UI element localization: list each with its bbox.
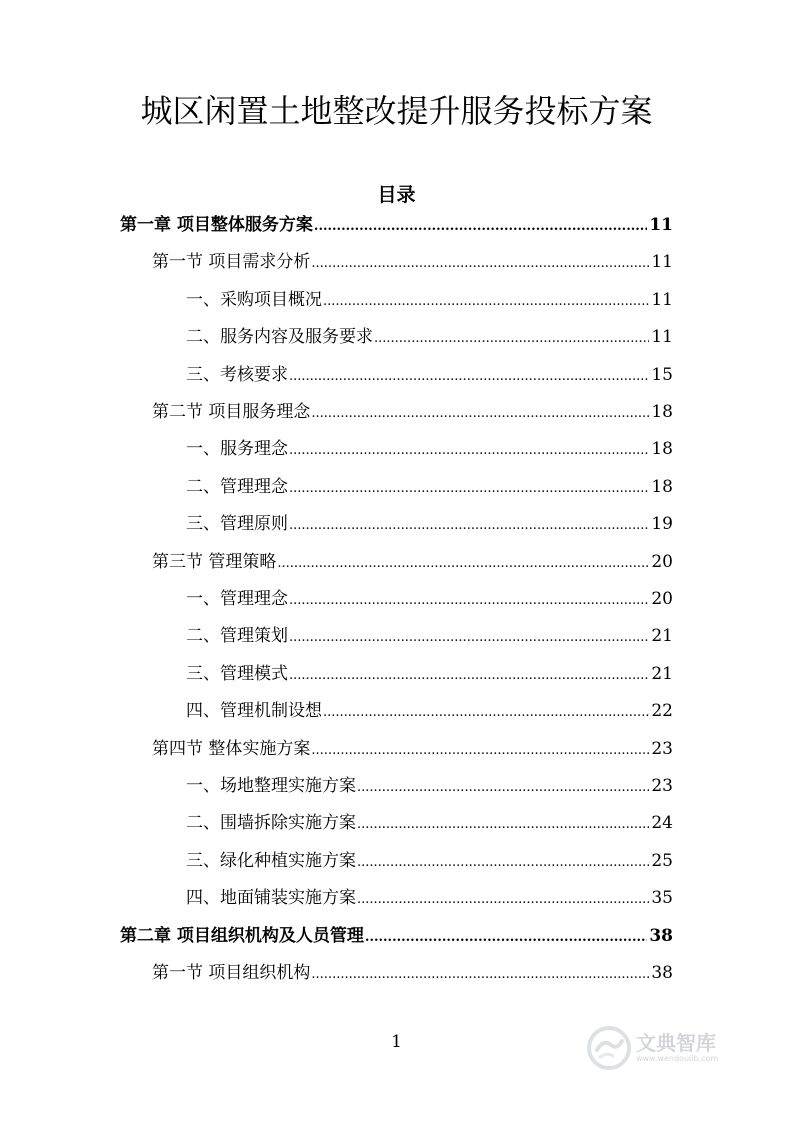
toc-leader-dots bbox=[357, 813, 649, 837]
toc-entry-page: 20 bbox=[651, 551, 673, 572]
toc-entry-label: 二、围墙拆除实施方案 bbox=[186, 813, 356, 834]
toc-entry-page: 18 bbox=[651, 402, 673, 422]
toc-leader-dots bbox=[357, 888, 649, 912]
toc-subsection-entry[interactable] bbox=[186, 325, 673, 351]
toc-entry-page: 24 bbox=[651, 813, 673, 834]
toc-entry-page: 21 bbox=[651, 663, 673, 684]
page-number: 1 bbox=[391, 1032, 402, 1052]
toc-entry-label: 四、地面铺装实施方案 bbox=[186, 888, 356, 909]
toc-entry-page: 23 bbox=[651, 776, 673, 796]
watermark-text: 文典智库 bbox=[636, 1031, 716, 1055]
toc-subsection-entry[interactable] bbox=[186, 475, 673, 501]
toc-section-entry[interactable] bbox=[152, 250, 673, 276]
toc-entry-page: 18 bbox=[651, 439, 673, 460]
toc-section-entry[interactable] bbox=[152, 737, 673, 763]
toc-leader-dots bbox=[289, 477, 649, 501]
toc-chapter-entry[interactable] bbox=[120, 213, 673, 239]
toc-leader-dots bbox=[311, 739, 649, 763]
toc-entry-page: 25 bbox=[651, 850, 673, 871]
toc-entry-page: 23 bbox=[651, 738, 673, 759]
toc-chapter-entry[interactable] bbox=[120, 924, 673, 950]
toc-entry-label: 一、管理理念 bbox=[186, 589, 288, 609]
toc-entry-page: 38 bbox=[651, 963, 673, 983]
toc-leader-dots bbox=[374, 327, 649, 351]
toc-entry-label: 第三节 管理策略 bbox=[152, 551, 277, 572]
toc-entry-page: 11 bbox=[651, 252, 673, 273]
toc-leader-dots bbox=[311, 963, 649, 987]
toc-subsection-entry[interactable] bbox=[186, 774, 673, 800]
toc-leader-dots bbox=[357, 851, 649, 875]
toc-leader-dots bbox=[289, 439, 649, 463]
toc-entry-page: 22 bbox=[651, 701, 673, 722]
toc-subsection-entry[interactable] bbox=[186, 363, 673, 389]
toc-leader-dots bbox=[277, 552, 649, 576]
wendian-logo-icon bbox=[586, 1025, 632, 1071]
document-title: 城区闲置土地整改提升服务投标方案 bbox=[140, 92, 653, 130]
toc-entry-label: 第一章 项目整体服务方案 bbox=[120, 215, 313, 235]
toc-entry-page: 38 bbox=[649, 925, 673, 946]
toc-entry-label: 一、场地整理实施方案 bbox=[186, 776, 356, 796]
toc-entry-label: 三、管理原则 bbox=[186, 514, 288, 535]
toc-entry-label: 一、采购项目概况 bbox=[186, 289, 322, 310]
toc-subsection-entry[interactable] bbox=[186, 811, 673, 837]
watermark-url: www.wendoulib.com bbox=[636, 1054, 719, 1063]
toc-subsection-entry[interactable] bbox=[186, 512, 673, 538]
toc-leader-dots bbox=[289, 589, 649, 613]
toc-entry-label: 二、管理策划 bbox=[186, 626, 288, 647]
toc-heading: 目录 bbox=[377, 184, 416, 206]
toc-subsection-entry[interactable] bbox=[186, 437, 673, 463]
toc-leader-dots bbox=[323, 701, 649, 725]
toc-subsection-entry[interactable] bbox=[186, 849, 673, 875]
toc-subsection-entry[interactable] bbox=[186, 624, 673, 650]
toc-leader-dots bbox=[323, 290, 649, 314]
toc-leader-dots bbox=[289, 514, 649, 538]
toc-entry-label: 第一节 项目需求分析 bbox=[152, 252, 311, 273]
toc-entry-label: 第二章 项目组织机构及人员管理 bbox=[120, 925, 364, 946]
toc-leader-dots bbox=[311, 252, 649, 276]
toc-subsection-entry[interactable] bbox=[186, 699, 673, 725]
toc-entry-label: 四、管理机制设想 bbox=[186, 701, 322, 722]
toc-entry-label: 一、服务理念 bbox=[186, 439, 288, 460]
toc-leader-dots bbox=[365, 926, 647, 950]
toc-entry-page: 35 bbox=[651, 888, 673, 909]
watermark bbox=[586, 1022, 756, 1074]
toc-entry-label: 第二节 项目服务理念 bbox=[152, 402, 311, 422]
toc-leader-dots bbox=[357, 776, 649, 800]
toc-subsection-entry[interactable] bbox=[186, 288, 673, 314]
toc-leader-dots bbox=[314, 215, 647, 239]
toc-entry-page: 11 bbox=[649, 215, 673, 235]
toc-entry-label: 三、绿化种植实施方案 bbox=[186, 850, 356, 871]
toc-leader-dots bbox=[289, 365, 649, 389]
toc-entry-label: 三、管理模式 bbox=[186, 663, 288, 684]
toc-section-entry[interactable] bbox=[152, 550, 673, 576]
toc-entry-page: 19 bbox=[651, 514, 673, 535]
toc-entry-page: 18 bbox=[651, 476, 673, 497]
toc-subsection-entry[interactable] bbox=[186, 587, 673, 613]
toc-entry-label: 二、服务内容及服务要求 bbox=[186, 327, 373, 348]
toc-leader-dots bbox=[289, 626, 649, 650]
toc-entry-page: 11 bbox=[651, 327, 673, 348]
toc-subsection-entry[interactable] bbox=[186, 662, 673, 688]
toc-entry-page: 21 bbox=[651, 626, 673, 647]
toc-leader-dots bbox=[311, 402, 649, 426]
toc-entry-page: 15 bbox=[651, 364, 673, 385]
toc-leader-dots bbox=[289, 664, 649, 688]
toc-subsection-entry[interactable] bbox=[186, 886, 673, 912]
toc-entry-page: 20 bbox=[651, 589, 673, 609]
toc-entry-label: 第一节 项目组织机构 bbox=[152, 963, 311, 983]
toc-entry-label: 二、管理理念 bbox=[186, 476, 288, 497]
toc-entry-page: 11 bbox=[651, 289, 673, 310]
toc-entry-label: 第四节 整体实施方案 bbox=[152, 738, 311, 759]
toc-section-entry[interactable] bbox=[152, 961, 673, 987]
toc-section-entry[interactable] bbox=[152, 400, 673, 426]
toc-entry-label: 三、考核要求 bbox=[186, 364, 288, 385]
